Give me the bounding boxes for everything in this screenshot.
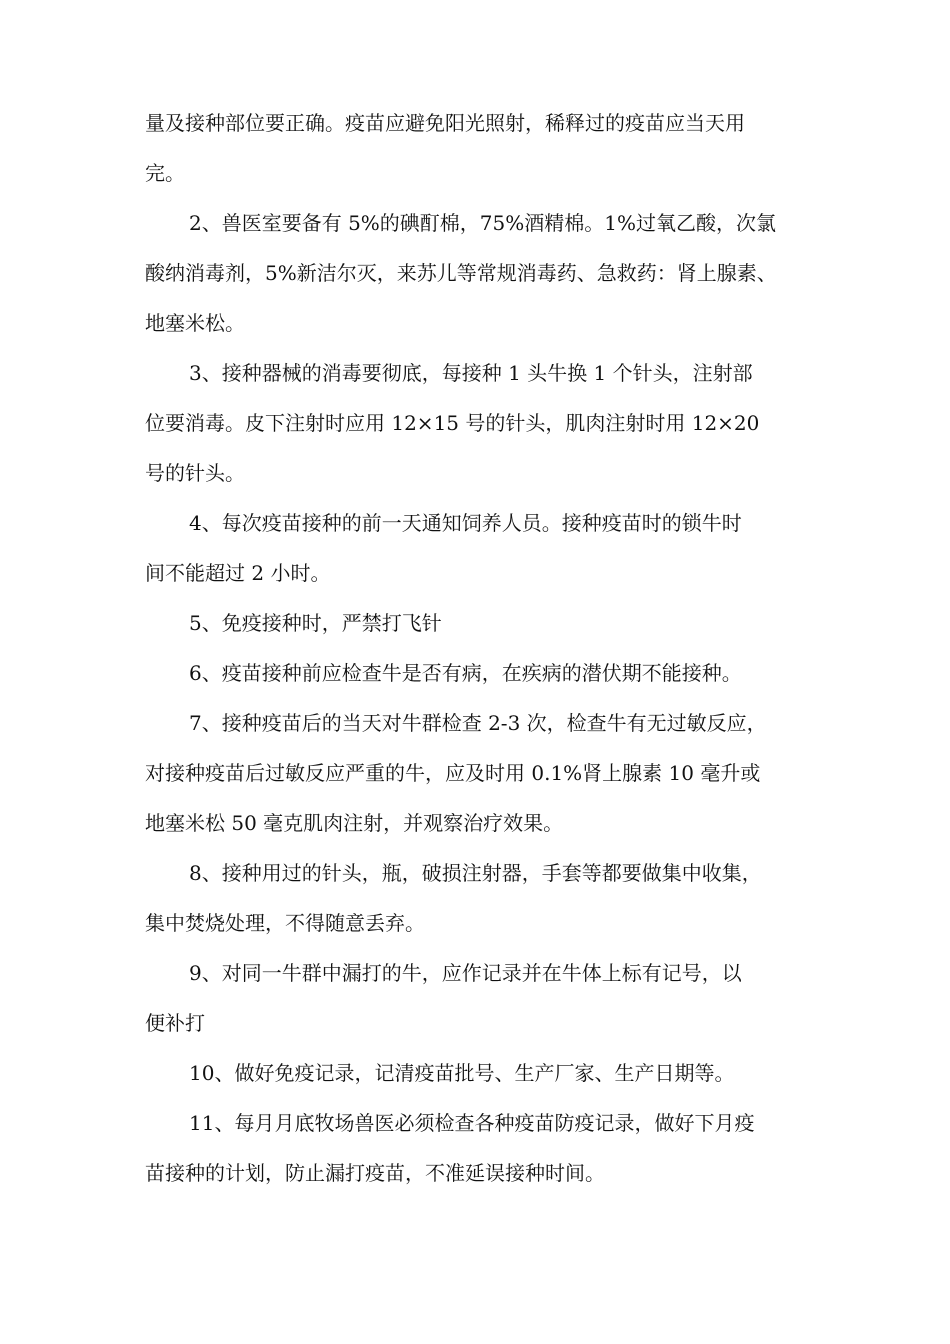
text-line: 9、对同一牛群中漏打的牛，应作记录并在牛体上标有记号，以 [189,961,742,985]
text-line: 间不能超过 2 小时。 [145,561,331,585]
text-line: 7、接种疫苗后的当天对牛群检查 2-3 次，检查牛有无过敏反应， [189,711,767,735]
text-line: 10、做好免疫记录，记清疫苗批号、生产厂家、生产日期等。 [189,1061,735,1085]
text-line: 地塞米松。 [145,311,245,335]
paragraph [145,848,810,948]
paragraph [145,348,810,498]
text-line: 号的针头。 [145,461,245,485]
text-line: 集中焚烧处理，不得随意丢弃。 [145,911,425,935]
text-line: 2、兽医室要备有 5%的碘酊棉，75%酒精棉。1%过氧乙酸，次氯 [189,211,776,235]
text-line: 完。 [145,161,185,185]
text-line: 位要消毒。皮下注射时应用 12×15 号的针头，肌肉注射时用 12×20 [145,411,760,435]
text-line: 对接种疫苗后过敏反应严重的牛，应及时用 0.1%肾上腺素 10 毫升或 [145,761,761,785]
text-line: 便补打 [145,1011,205,1035]
text-line: 8、接种用过的针头，瓶，破损注射器，手套等都要做集中收集， [189,861,762,885]
text-line: 地塞米松 50 毫克肌肉注射，并观察治疗效果。 [145,811,564,835]
paragraph [145,948,810,1048]
text-line: 量及接种部位要正确。疫苗应避免阳光照射，稀释过的疫苗应当天用 [145,111,745,135]
paragraph [145,598,810,648]
text-line: 5、免疫接种时，严禁打飞针 [189,611,442,635]
text-line: 苗接种的计划，防止漏打疫苗，不准延误接种时间。 [145,1161,605,1185]
paragraph [145,648,810,698]
text-line: 6、疫苗接种前应检查牛是否有病，在疾病的潜伏期不能接种。 [189,661,742,685]
paragraph [145,1098,810,1198]
paragraph [145,1048,810,1098]
text-line: 酸纳消毒剂，5%新洁尔灭，来苏儿等常规消毒药、急救药：肾上腺素、 [145,261,777,285]
paragraph [145,498,810,598]
paragraph [145,698,810,848]
text-line: 4、每次疫苗接种的前一天通知饲养人员。接种疫苗时的锁牛时 [189,511,742,535]
text-line: 11、每月月底牧场兽医必须检查各种疫苗防疫记录，做好下月疫 [189,1111,755,1135]
paragraph [145,198,810,348]
document-page [145,98,810,1198]
paragraph [145,98,810,198]
text-line: 3、接种器械的消毒要彻底，每接种 1 头牛换 1 个针头，注射部 [189,361,753,385]
